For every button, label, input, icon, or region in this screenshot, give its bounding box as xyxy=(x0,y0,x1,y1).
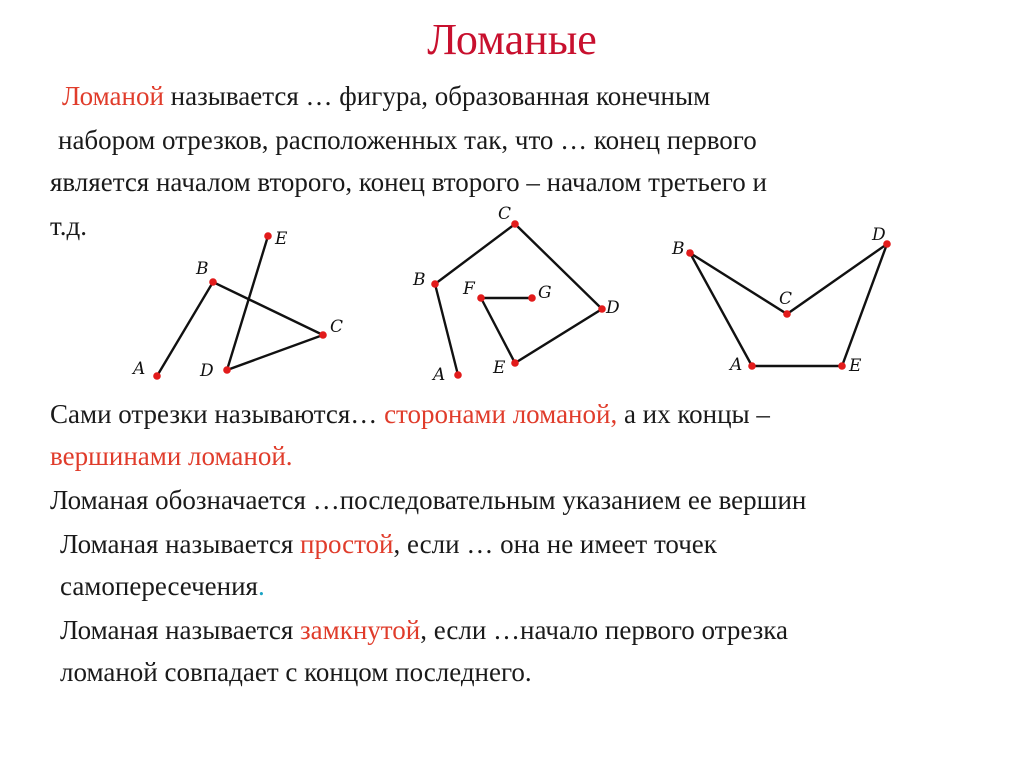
figure-3-label-b: B xyxy=(672,239,685,259)
closed-text-1: Ломаная называется xyxy=(60,615,300,645)
figure-1-label-e: E xyxy=(275,229,288,249)
figure-2-vertex-f xyxy=(477,294,485,302)
figure-3-vertex-a xyxy=(748,362,756,370)
figure-2-label-d: D xyxy=(606,298,620,318)
figure-1-vertex-e xyxy=(264,232,272,240)
figure-1-vertex-c xyxy=(319,331,327,339)
closed-period: . xyxy=(524,657,532,687)
figure-3-polyline xyxy=(671,225,891,376)
figure-3-vertex-c xyxy=(783,310,791,318)
figure-3-label-d: D xyxy=(872,225,886,245)
figure-3-label-e: E xyxy=(849,356,862,376)
simple-text-3: самопересечения xyxy=(60,571,258,601)
definition-line-3: является началом второго, конец второго – началом третьего и xyxy=(50,167,767,197)
simple-line-2 xyxy=(60,570,265,602)
term-simple: простой xyxy=(300,529,394,559)
figure-2-vertex-g xyxy=(528,294,536,302)
closed-line-2 xyxy=(60,656,532,688)
figure-1-label-d: D xyxy=(200,361,214,381)
figure-2-vertex-b xyxy=(431,280,439,288)
figure-3-vertex-b xyxy=(686,249,694,257)
notation-line: Ломаная обозначается …последовательным указанием ее вершин xyxy=(50,485,807,515)
term-vertices: вершинами ломаной. xyxy=(50,441,293,471)
figure-1-vertex-a xyxy=(153,372,161,380)
figure-2-label-b: B xyxy=(413,270,426,290)
figure-1-label-a: A xyxy=(133,359,146,379)
figure-2-label-e: E xyxy=(493,358,506,378)
figure-1-vertex-b xyxy=(209,278,217,286)
figure-3-label-a: A xyxy=(730,355,743,375)
simple-text-1: Ломаная называется xyxy=(60,529,300,559)
term-polyline: Ломаной xyxy=(62,81,164,111)
closed-line-1 xyxy=(60,614,788,646)
figure-1-label-b: B xyxy=(196,259,209,279)
figure-2-vertex-e xyxy=(511,359,519,367)
sides-text-2: а их концы – xyxy=(617,399,770,429)
slide-title: Ломаные xyxy=(427,15,597,64)
term-closed: замкнутой xyxy=(300,615,421,645)
figure-3-label-c: C xyxy=(779,289,793,309)
figure-2-label-a: A xyxy=(433,365,446,385)
definition-line-2: набором отрезков, расположенных так, что … конец первого xyxy=(58,125,757,155)
sides-text-1: Сами отрезки называются… xyxy=(50,399,385,429)
definition-text-1: называется … фигура, образованная конечным xyxy=(163,81,711,111)
figure-2-label-g: G xyxy=(538,283,552,303)
figure-2-vertex-d xyxy=(598,305,606,313)
figure-2-label-f: F xyxy=(463,279,475,299)
figure-1-vertex-d xyxy=(223,366,231,374)
figure-3-vertex-e xyxy=(838,362,846,370)
figure-2-label-c: C xyxy=(498,204,512,224)
figure-2-polyline xyxy=(412,204,620,385)
figure-1-polyline xyxy=(131,229,343,381)
sides-line-1 xyxy=(50,398,770,430)
figure-2-vertex-a xyxy=(454,371,462,379)
simple-period: . xyxy=(257,571,265,601)
figure-1-label-c: C xyxy=(330,317,344,337)
simple-text-2: , если … она не имеет точек xyxy=(393,529,717,559)
figure-2-vertex-c xyxy=(511,220,519,228)
closed-text-2: , если …начало первого отрезка xyxy=(420,615,788,645)
figure-1-segments xyxy=(157,236,323,376)
term-sides: сторонами ломаной, xyxy=(384,399,618,429)
definition-line-4: т.д. xyxy=(50,211,88,241)
simple-line-1 xyxy=(60,528,717,560)
closed-text-3: ломаной совпадает с концом последнего xyxy=(60,657,525,687)
figure-2-segments xyxy=(435,224,602,375)
